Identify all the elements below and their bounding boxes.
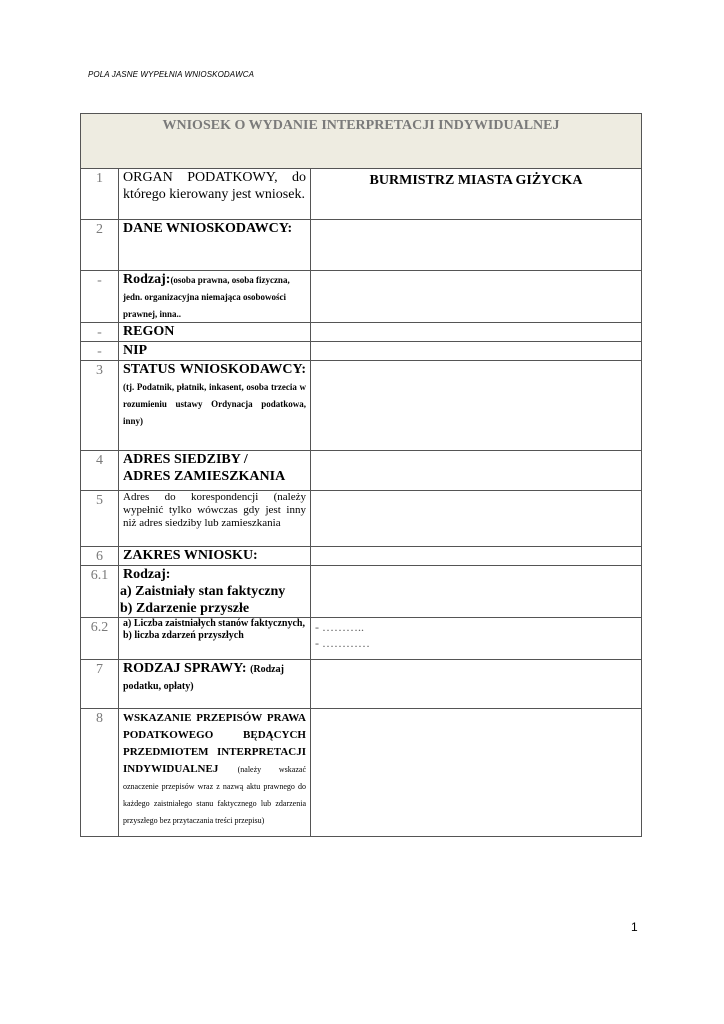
provisions-field[interactable] bbox=[311, 709, 642, 837]
row-number: 1 bbox=[81, 169, 119, 220]
scope-kind-option-a: a) Zaistniały stan faktyczny bbox=[120, 584, 286, 599]
row-nip bbox=[81, 342, 642, 361]
kind-label: Rodzaj: bbox=[123, 272, 171, 287]
row-case-type bbox=[81, 660, 642, 709]
address-label-seat: ADRES SIEDZIBY / bbox=[123, 452, 248, 467]
row-scope-count bbox=[81, 618, 642, 660]
correspondence-label-cell bbox=[119, 491, 311, 547]
row-number: - bbox=[81, 342, 119, 361]
page-number: 1 bbox=[631, 920, 638, 934]
kind-field[interactable] bbox=[311, 271, 642, 323]
application-form-table bbox=[80, 113, 642, 837]
organ-value-field[interactable] bbox=[311, 169, 642, 220]
applicant-data-label: DANE WNIOSKODAWCY: bbox=[119, 220, 311, 271]
regon-label: REGON bbox=[119, 323, 311, 342]
correspondence-label: Adres do korespondencji (należy wypełnić tylko wówczas gdy jest inny niż adres siedziby lub zamieszkania bbox=[123, 491, 306, 529]
provisions-label: WSKAZANIE PRZEPISÓW PRAWA PODATKOWEGO BĘDĄCYCH PRZEDMIOTEM INTERPRETACJI INDYWIDUALNEJ bbox=[123, 712, 306, 775]
scope-kind-label: Rodzaj: bbox=[123, 567, 171, 582]
form-title-row bbox=[81, 114, 642, 169]
status-note: (tj. Podatnik, płatnik, inkasent, osoba trzecia w rozumieniu ustawy Ordynacja podatkowa, inny) bbox=[123, 382, 306, 426]
kind-note: (osoba prawna, osoba fizyczna, jedn. organizacyjna niemająca osobowości prawnej, inna.. bbox=[123, 275, 290, 319]
scope-count-label-b: b) liczba zdarzeń przyszłych bbox=[123, 630, 244, 641]
row-number: 6.1 bbox=[81, 566, 119, 618]
row-organ bbox=[81, 169, 642, 220]
address-label-cell bbox=[119, 451, 311, 491]
scope-label: ZAKRES WNIOSKU: bbox=[119, 547, 311, 566]
row-number: 5 bbox=[81, 491, 119, 547]
provisions-label-cell bbox=[119, 709, 311, 837]
regon-field[interactable] bbox=[311, 323, 642, 342]
form-title: WNIOSEK O WYDANIE INTERPRETACJI INDYWIDUALNEJ bbox=[81, 114, 642, 169]
applicant-data-field[interactable] bbox=[311, 220, 642, 271]
row-number: 4 bbox=[81, 451, 119, 491]
row-correspondence bbox=[81, 491, 642, 547]
organ-label: ORGAN PODATKOWY, do którego kierowany jest wniosek. bbox=[119, 169, 311, 220]
provisions-note: (należy wskazać oznaczenie przepisów wraz z nazwą aktu prawnego do każdego zaistniałego stanu faktycznego lub zdarzenia przyszłego bez przytaczania treści przepisu) bbox=[123, 765, 306, 825]
scope-count-label-a: a) Liczba zaistniałych stanów faktycznych, bbox=[123, 618, 305, 629]
row-number: 8 bbox=[81, 709, 119, 837]
correspondence-field[interactable] bbox=[311, 491, 642, 547]
future-events-count: - ………… bbox=[315, 636, 370, 650]
row-scope-kind bbox=[81, 566, 642, 618]
stated-facts-count: - ……….. bbox=[315, 620, 364, 634]
status-label-cell bbox=[119, 361, 311, 451]
row-number: 3 bbox=[81, 361, 119, 451]
scope-kind-field[interactable] bbox=[311, 566, 642, 618]
row-status bbox=[81, 361, 642, 451]
scope-kind-label-cell bbox=[119, 566, 311, 618]
nip-label: NIP bbox=[119, 342, 311, 361]
row-number: 7 bbox=[81, 660, 119, 709]
address-label-residence: ADRES ZAMIESZKANIA bbox=[123, 469, 286, 484]
status-field[interactable] bbox=[311, 361, 642, 451]
status-label: STATUS WNIOSKODAWCY: bbox=[123, 362, 306, 377]
scope-count-label-cell bbox=[119, 618, 311, 660]
case-type-label: RODZAJ SPRAWY: bbox=[123, 661, 247, 676]
scope-count-field[interactable] bbox=[311, 618, 642, 660]
header-note: POLA JASNE WYPEŁNIA WNIOSKODAWCA bbox=[88, 70, 255, 79]
row-regon bbox=[81, 323, 642, 342]
case-type-field[interactable] bbox=[311, 660, 642, 709]
row-kind bbox=[81, 271, 642, 323]
case-type-label-cell bbox=[119, 660, 311, 709]
row-address bbox=[81, 451, 642, 491]
address-field[interactable] bbox=[311, 451, 642, 491]
scope-field[interactable] bbox=[311, 547, 642, 566]
row-number: 6.2 bbox=[81, 618, 119, 660]
scope-kind-option-b: b) Zdarzenie przyszłe bbox=[120, 601, 250, 616]
row-scope bbox=[81, 547, 642, 566]
row-number: - bbox=[81, 323, 119, 342]
row-provisions bbox=[81, 709, 642, 837]
kind-label-cell bbox=[119, 271, 311, 323]
row-number: - bbox=[81, 271, 119, 323]
nip-field[interactable] bbox=[311, 342, 642, 361]
row-number: 2 bbox=[81, 220, 119, 271]
row-number: 6 bbox=[81, 547, 119, 566]
case-type-note: (Rodzaj podatku, opłaty) bbox=[123, 664, 284, 692]
organ-value: BURMISTRZ MIASTA GIŻYCKA bbox=[369, 173, 583, 188]
row-applicant-data bbox=[81, 220, 642, 271]
